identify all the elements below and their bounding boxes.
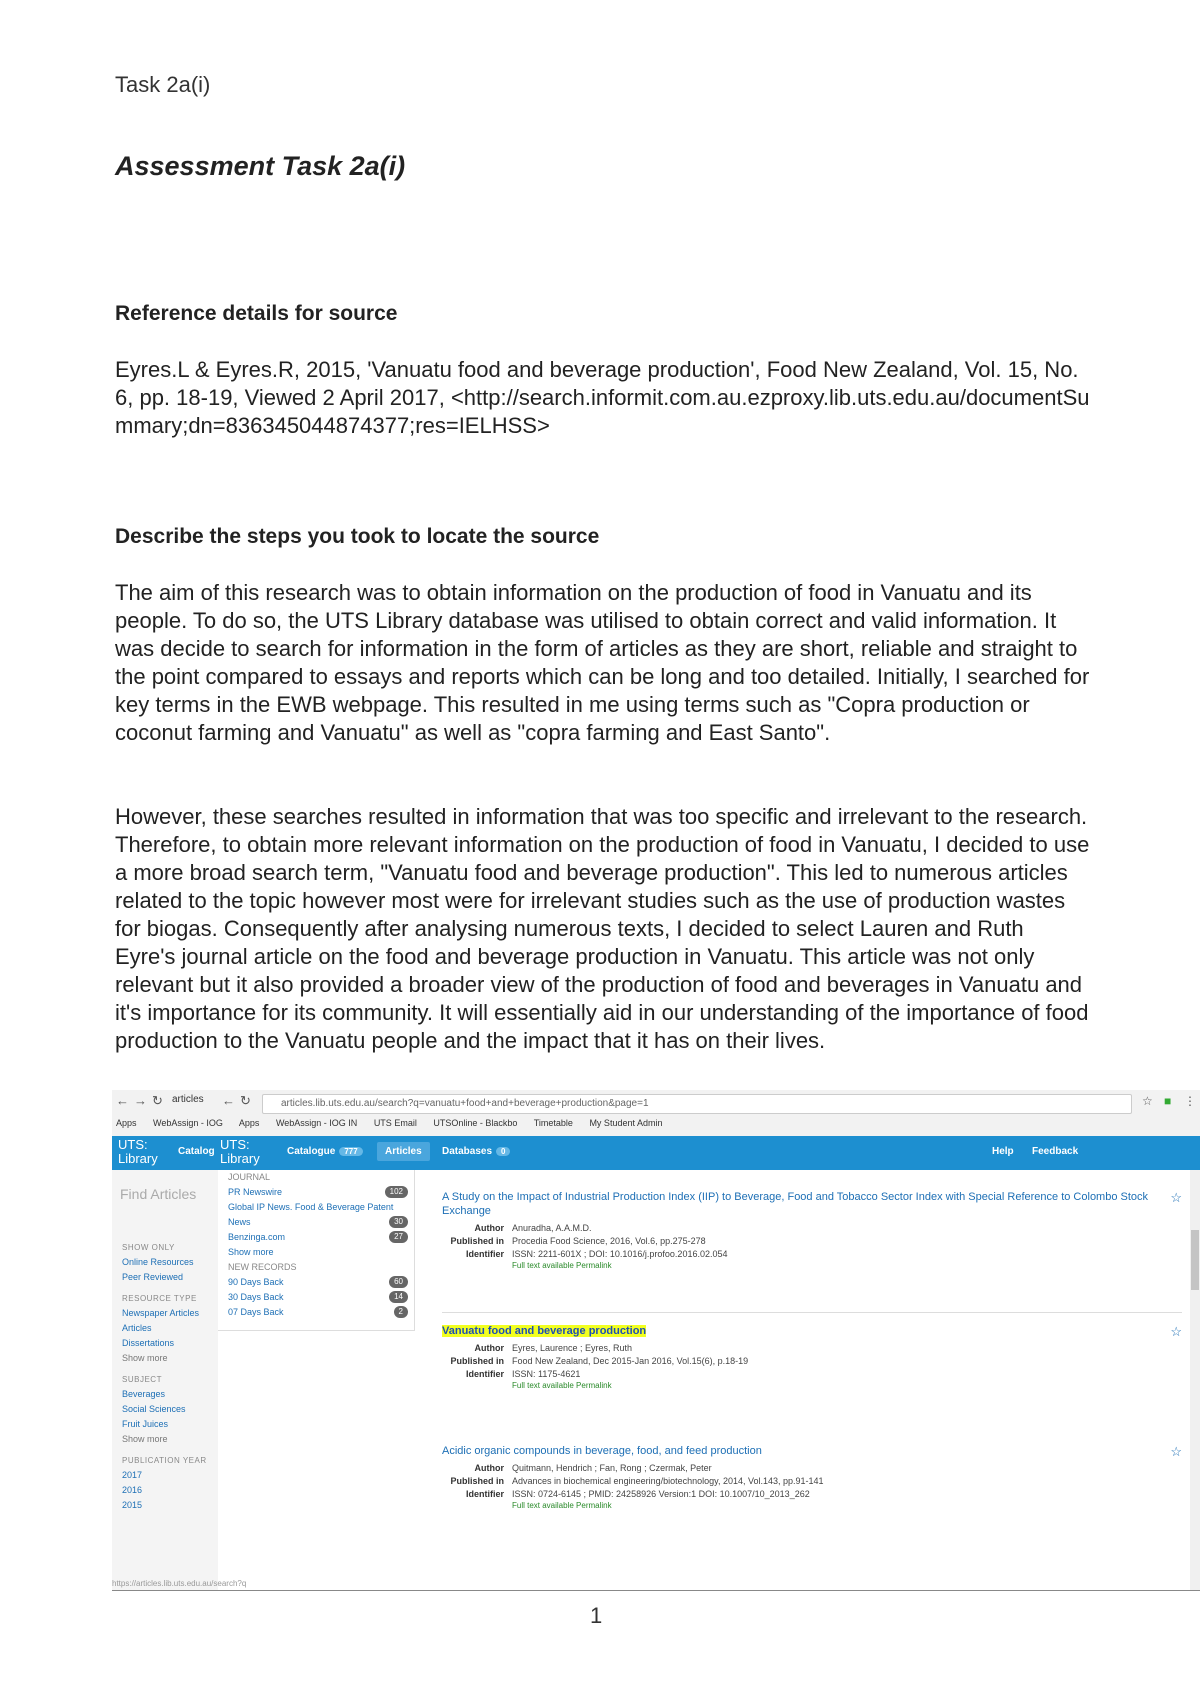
uts-logo[interactable] bbox=[118, 1138, 158, 1166]
mid-facet-label: PR Newswire bbox=[228, 1187, 283, 1197]
save-star-icon[interactable]: ☆ bbox=[1170, 1190, 1182, 1205]
facet-link[interactable]: Newspaper Articles bbox=[122, 1308, 200, 1318]
facet-heading: SHOW ONLY bbox=[122, 1243, 175, 1252]
published-label: Published in bbox=[450, 1236, 504, 1246]
result-links[interactable]: Full text available Permalink bbox=[512, 1501, 612, 1510]
forward-icon[interactable]: → bbox=[134, 1093, 147, 1108]
left-facet-list bbox=[122, 1234, 216, 1513]
bookmark-item[interactable]: UTSOnline - Blackbo bbox=[433, 1118, 518, 1128]
facet-show-more[interactable]: Show more bbox=[122, 1353, 168, 1363]
facet-count-badge: 102 bbox=[385, 1186, 408, 1198]
author-label: Author bbox=[474, 1343, 504, 1353]
mid-facet-label: 30 Days Back bbox=[228, 1292, 284, 1302]
mid-facet-row[interactable] bbox=[218, 1200, 414, 1215]
logo-line-1: UTS: bbox=[220, 1137, 250, 1152]
facet-count-badge: 2 bbox=[394, 1306, 408, 1318]
nav-catalogue[interactable] bbox=[287, 1146, 363, 1157]
mid-facet-row[interactable] bbox=[218, 1230, 414, 1245]
nav-databases[interactable] bbox=[442, 1146, 510, 1157]
result-identifier: ISSN: 0724-6145 ; PMID: 24258926 Version:1 DOI: 10.1007/10_2013_262 bbox=[512, 1489, 810, 1499]
facet-link[interactable]: Social Sciences bbox=[122, 1404, 186, 1414]
author-label: Author bbox=[474, 1463, 504, 1473]
bookmark-item[interactable]: My Student Admin bbox=[589, 1118, 663, 1128]
document-title: Assessment Task 2a(i) bbox=[115, 151, 406, 181]
bookmark-item[interactable]: WebAssign - IOG IN bbox=[275, 1118, 358, 1128]
databases-count-badge: 0 bbox=[496, 1147, 510, 1156]
mid-facet-label: JOURNAL bbox=[228, 1172, 271, 1182]
result-title-highlighted[interactable] bbox=[442, 1324, 1182, 1338]
menu-icon[interactable]: ⋮ bbox=[1184, 1094, 1196, 1108]
highlighted-title[interactable]: Vanuatu food and beverage production bbox=[442, 1325, 647, 1337]
published-label: Published in bbox=[450, 1356, 504, 1366]
scrollbar[interactable] bbox=[1190, 1170, 1200, 1590]
save-star-icon[interactable]: ☆ bbox=[1170, 1444, 1182, 1459]
facet-count-badge: 14 bbox=[389, 1291, 408, 1303]
result-links[interactable]: Full text available Permalink bbox=[512, 1261, 612, 1270]
steps-heading: Describe the steps you took to locate the source bbox=[115, 525, 600, 548]
extension-icon[interactable]: ■ bbox=[1164, 1094, 1172, 1108]
result-published: Advances in biochemical engineering/biotechnology, 2014, Vol.143, pp.91-141 bbox=[512, 1476, 824, 1486]
facet-show-more[interactable]: Show more bbox=[122, 1434, 168, 1444]
paragraph-1: The aim of this research was to obtain information on the production of food in Vanuatu and its people. To do so, the UTS Library database was utilised to obtain correct and valid information. It was decide to search for information in the form of articles as they are short, reliable and straight to the point compared to essays and reports which can be long and too detailed. Initially, I searched for key terms in the EWB webpage. This resulted in me using terms such as "Copra production or coconut farming and Vanuatu" as well as "copra farming and East Santo". bbox=[115, 580, 1090, 745]
facet-heading: PUBLICATION YEAR bbox=[122, 1456, 207, 1465]
reload-icon[interactable]: ↻ bbox=[152, 1093, 163, 1108]
facet-link[interactable]: Dissertations bbox=[122, 1338, 175, 1348]
result-published: Procedia Food Science, 2016, Vol.6, pp.275-278 bbox=[512, 1236, 706, 1246]
result-published: Food New Zealand, Dec 2015-Jan 2016, Vol.15(6), p.18-19 bbox=[512, 1356, 749, 1366]
facet-heading: SUBJECT bbox=[122, 1375, 162, 1384]
result-item bbox=[442, 1324, 1182, 1390]
result-author[interactable]: Quitmann, Hendrich ; Fan, Rong ; Czermak, Peter bbox=[512, 1463, 712, 1473]
left-facet-panel bbox=[112, 1170, 218, 1590]
result-title[interactable]: Acidic organic compounds in beverage, food, and feed production bbox=[442, 1445, 762, 1457]
embedded-library-screenshot bbox=[112, 1090, 1200, 1591]
facet-link[interactable]: Peer Reviewed bbox=[122, 1272, 184, 1282]
result-item bbox=[442, 1444, 1182, 1510]
mid-facet-label: Show more bbox=[228, 1247, 274, 1257]
mid-facet-row[interactable] bbox=[218, 1305, 414, 1320]
mid-facet-label: 07 Days Back bbox=[228, 1307, 284, 1317]
mid-facet-row[interactable] bbox=[218, 1170, 414, 1185]
result-divider bbox=[442, 1312, 1182, 1313]
uts-library-navbar bbox=[112, 1136, 1200, 1170]
reload-icon-2[interactable]: ↻ bbox=[240, 1093, 251, 1108]
mid-facet-row[interactable] bbox=[218, 1185, 414, 1200]
mid-facet-row[interactable] bbox=[218, 1245, 414, 1260]
result-identifier: ISSN: 2211-601X ; DOI: 10.1016/j.profoo.2016.02.054 bbox=[512, 1249, 728, 1259]
nav-catalogue-label: Catalogue bbox=[287, 1146, 336, 1157]
logo-line-1: UTS: bbox=[118, 1137, 148, 1152]
address-bar[interactable]: articles.lib.uts.edu.au/search?q=vanuatu+food+and+beverage+production&page=1 bbox=[262, 1094, 1132, 1114]
logo-line-2: Library bbox=[118, 1151, 158, 1166]
identifier-label: Identifier bbox=[465, 1369, 504, 1379]
status-url: https://articles.lib.uts.edu.au/search?q bbox=[112, 1579, 247, 1588]
reference-text: Eyres.L & Eyres.R, 2015, 'Vanuatu food and beverage production', Food New Zealand, Vol. 15, No.6, pp. 18-19, Viewed 2 April 2017, <http://search.informit.com.au.ezproxy.lib.uts.edu.au/documentSummary;dn=836345044874377;res=IELHSS> bbox=[115, 357, 1090, 438]
facet-count-badge: 30 bbox=[389, 1216, 408, 1228]
nav-catalog-cut[interactable]: Catalog bbox=[178, 1146, 215, 1157]
logo-line-2: Library bbox=[220, 1151, 260, 1166]
result-author[interactable]: Eyres, Laurence ; Eyres, Ruth bbox=[512, 1343, 633, 1353]
mid-facet-label: News bbox=[228, 1217, 251, 1227]
facet-link[interactable]: 2017 bbox=[122, 1470, 143, 1480]
back-icon[interactable]: ← bbox=[116, 1093, 129, 1108]
mid-facet-panel bbox=[218, 1170, 415, 1331]
facet-link[interactable]: Online Resources bbox=[122, 1257, 194, 1267]
paragraph-2: However, these searches resulted in information that was too specific and irrelevant to the research. Therefore, to obtain more relevant information on the production of food in Vanuatu, I decided to use a more broad search term, "Vanuatu food and beverage production". This led to numerous articles related to the topic however most were for irrelevant studies such as the use of production wastes for biogas. Consequently after analysing numerous texts, I decided to select Lauren and Ruth Eyre's journal article on the food and beverage production in Vanuatu. This article was not only relevant but it also provided a broader view of the production of food and beverages in Vanuatu and it's importance for its community. It will essentially aid in our understanding of the importance of food production to the Vanuatu people and the impact that it has on their lives. bbox=[115, 804, 1090, 1053]
mid-facet-label: Global IP News. Food & Beverage Patent bbox=[228, 1202, 394, 1212]
result-links[interactable]: Full text available Permalink bbox=[512, 1381, 612, 1390]
result-item bbox=[442, 1190, 1182, 1270]
mid-facet-label: 90 Days Back bbox=[228, 1277, 284, 1287]
page-number: 1 bbox=[590, 1603, 603, 1628]
back-icon-2[interactable]: ← bbox=[222, 1093, 235, 1108]
bookmark-item[interactable]: UTS Email bbox=[373, 1118, 417, 1128]
uts-logo-2[interactable] bbox=[220, 1138, 260, 1166]
mid-facet-row[interactable] bbox=[218, 1290, 414, 1305]
bookmarks-bar bbox=[116, 1118, 1196, 1134]
find-articles-label: Find Articles bbox=[120, 1186, 197, 1202]
facet-heading: RESOURCE TYPE bbox=[122, 1294, 197, 1303]
identifier-label: Identifier bbox=[465, 1489, 504, 1499]
mid-facet-row[interactable] bbox=[218, 1275, 414, 1290]
facet-count-badge: 60 bbox=[389, 1276, 408, 1288]
mid-facet-label: NEW RECORDS bbox=[228, 1262, 297, 1272]
facet-count-badge: 27 bbox=[389, 1231, 408, 1243]
facet-link[interactable]: 2015 bbox=[122, 1500, 143, 1510]
result-meta bbox=[442, 1222, 1182, 1261]
nav-articles[interactable]: Articles bbox=[377, 1142, 430, 1161]
reference-heading: Reference details for source bbox=[115, 302, 398, 325]
result-identifier: ISSN: 1175-4621 bbox=[512, 1369, 581, 1379]
browser-toolbar bbox=[112, 1090, 1200, 1137]
catalogue-count-badge: 777 bbox=[339, 1147, 362, 1156]
facet-link[interactable]: Articles bbox=[122, 1323, 152, 1333]
mid-facet-row[interactable] bbox=[218, 1260, 414, 1275]
result-title[interactable]: A Study on the Impact of Industrial Production Index (IIP) to Beverage, Food and Tobacco Sector Index with Special Reference to Colombo Stock Exchange bbox=[442, 1191, 1149, 1217]
facet-link[interactable]: 2016 bbox=[122, 1485, 143, 1495]
result-author[interactable]: Anuradha, A.A.M.D. bbox=[512, 1223, 592, 1233]
identifier-label: Identifier bbox=[465, 1249, 504, 1259]
mid-facet-row[interactable] bbox=[218, 1215, 414, 1230]
mid-facet-label: Benzinga.com bbox=[228, 1232, 286, 1242]
save-star-icon[interactable]: ☆ bbox=[1170, 1324, 1182, 1339]
scrollbar-thumb[interactable] bbox=[1191, 1230, 1199, 1290]
nav-help[interactable]: Help bbox=[992, 1146, 1014, 1157]
tab-label[interactable]: articles bbox=[172, 1094, 204, 1105]
author-label: Author bbox=[474, 1223, 504, 1233]
facet-link[interactable]: Fruit Juices bbox=[122, 1419, 169, 1429]
facet-link[interactable]: Beverages bbox=[122, 1389, 166, 1399]
nav-feedback[interactable]: Feedback bbox=[1032, 1146, 1079, 1157]
bookmark-item[interactable]: Apps bbox=[116, 1118, 137, 1128]
bookmark-item[interactable]: WebAssign - IOG bbox=[153, 1118, 223, 1128]
bookmark-item[interactable]: Timetable bbox=[533, 1118, 573, 1128]
nav-databases-label: Databases bbox=[442, 1146, 493, 1157]
published-label: Published in bbox=[450, 1476, 504, 1486]
result-meta bbox=[442, 1342, 1182, 1381]
result-meta bbox=[442, 1462, 1182, 1501]
bookmark-item[interactable]: Apps bbox=[238, 1118, 260, 1128]
bookmark-star-icon[interactable]: ☆ bbox=[1142, 1094, 1153, 1108]
header-label: Task 2a(i) bbox=[115, 72, 211, 97]
